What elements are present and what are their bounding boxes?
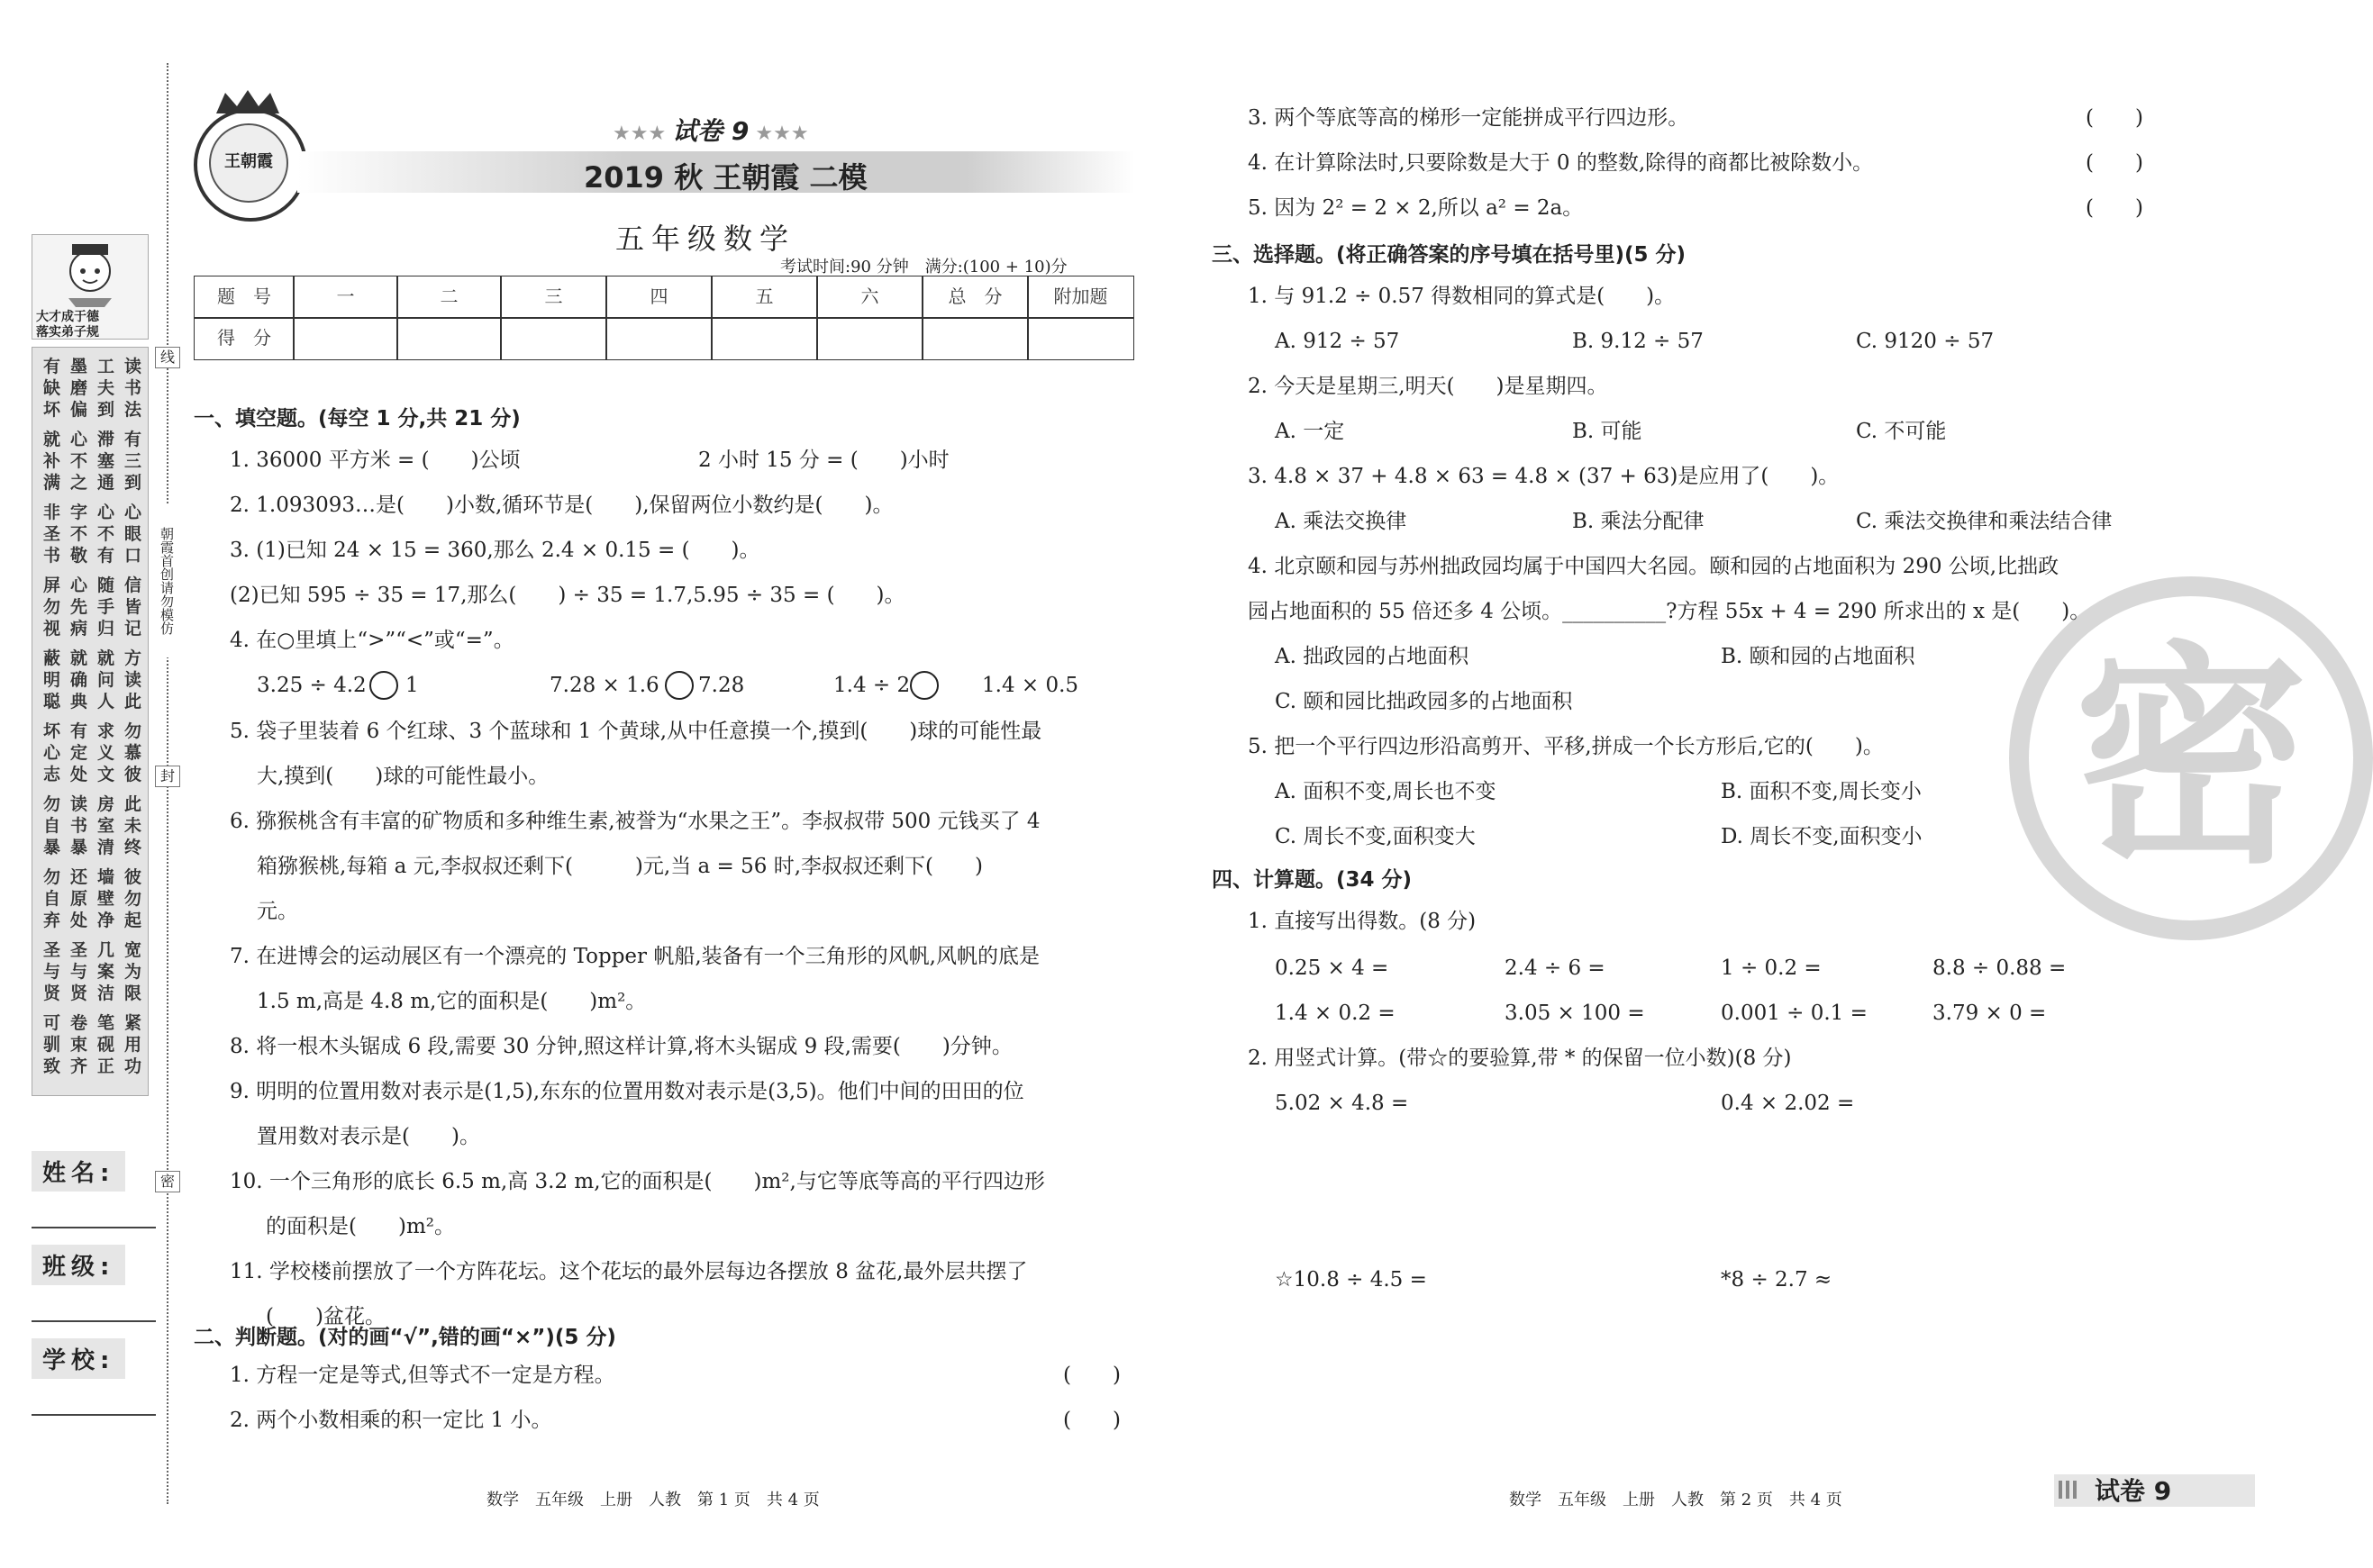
mascot-image: [32, 234, 149, 340]
section-1-title: 一、填空题。(每空 1 分,共 21 分): [194, 407, 521, 431]
footer-left: 数学 五年级 上册 人教 第 1 页 共 4 页: [486, 1491, 820, 1509]
motto-column: 墨磨偏: [70, 357, 90, 420]
motto-column: 还原处: [70, 867, 90, 930]
choice-line: D. 周长不变,面积变小: [1721, 825, 1923, 848]
judge-2: 2. 两个小数相乘的积一定比 1 小。: [230, 1409, 552, 1432]
motto-column: 随手归: [97, 576, 117, 639]
motto-column: 可驯致: [43, 1013, 63, 1076]
score-header-cell: 附加题: [1027, 276, 1134, 319]
section-3-title: 三、选择题。(将正确答案的序号填在括号里)(5 分): [1212, 243, 1687, 267]
score-input-cell[interactable]: [1027, 317, 1134, 360]
judge-3: 3. 两个等底等高的梯形一定能拼成平行四边形。: [1248, 106, 1689, 130]
question-line: 2. 1.093093…是( )小数,循环节是( ),保留两位小数约是( )。: [230, 494, 894, 517]
calc-line: ☆10.8 ÷ 4.5 =: [1275, 1268, 1427, 1292]
question-line: 元。: [257, 900, 298, 923]
question-line: 7.28 × 1.6: [550, 674, 659, 697]
class-label: 班级:: [32, 1245, 125, 1285]
calc-line: 2. 用竖式计算。(带☆的要验算,带 * 的保留一位小数)(8 分): [1248, 1047, 1792, 1070]
motto-column: 就确典: [70, 648, 90, 711]
name-line[interactable]: [32, 1227, 156, 1228]
question-line: 1.5 m,高是 4.8 m,它的面积是( )m²。: [257, 990, 647, 1013]
score-header-cell: 三: [500, 276, 607, 319]
motto-column: 有缺坏: [43, 357, 63, 420]
motto-column: 有三到: [124, 430, 144, 493]
choice-line: C. 颐和园比拙政园多的占地面积: [1275, 690, 1573, 713]
motto-column: 滞塞通: [97, 430, 117, 493]
question-line: 箱猕猴桃,每箱 a 元,李叔叔还剩下( )元,当 a = 56 时,李叔叔还剩下( ): [257, 855, 983, 878]
choice-line: C. 不可能: [1856, 420, 1947, 443]
scholar-mascot-icon: [32, 235, 148, 307]
question-line: 10. 一个三角形的底长 6.5 m,高 3.2 m,它的面积是( )m²,与它等底等高的平行四边形: [230, 1170, 1045, 1193]
cut-label-feng: 封: [155, 766, 180, 787]
choice-line: A. 乘法交换律: [1275, 510, 1407, 533]
score-input-cell[interactable]: [816, 317, 923, 360]
calc-line: 1. 直接写出得数。(8 分): [1248, 910, 1477, 933]
mascot-caption-2: 落实弟子规: [36, 325, 99, 340]
motto-column: 坏心志: [43, 721, 63, 784]
motto-column: 心眼口: [124, 503, 144, 566]
motto-column: 就补满: [43, 430, 63, 493]
motto-column: 蔽明聪: [43, 648, 63, 711]
score-input-cell[interactable]: [396, 317, 502, 360]
question-line: 9. 明明的位置用数对表示是(1,5),东东的位置用数对表示是(3,5)。他们中间的田田的位: [230, 1080, 1024, 1103]
question-line: 7.28: [698, 674, 745, 697]
choice-line: 4. 北京颐和园与苏州拙政园均属于中国四大名园。颐和园的占地面积为 290 公顷,比拙政: [1248, 555, 2059, 578]
section-2-title: 二、判断题。(对的画“√”,错的画“×”)(5 分): [194, 1326, 616, 1349]
subject-title: 五年级数学: [615, 222, 796, 256]
motto-column: 工夫到: [97, 357, 117, 420]
choice-line: B. 可能: [1572, 420, 1642, 443]
score-row-label: 得 分: [194, 317, 295, 360]
confidential-seal: 密: [2009, 576, 2373, 940]
motto-column: 字不敬: [70, 503, 90, 566]
score-input-cell[interactable]: [922, 317, 1029, 360]
question-line: 1: [405, 674, 419, 697]
star-icons-right: ★★★: [755, 122, 809, 145]
score-header-cell: 总 分: [922, 276, 1029, 319]
binding-strip: [0, 0, 171, 1568]
calc-line: 2.4 ÷ 6 =: [1505, 956, 1605, 980]
question-line: 7. 在进博会的运动展区有一个漂亮的 Topper 帆船,装备有一个三角形的风帆,风帆的底是: [230, 945, 1040, 968]
choice-line: A. 912 ÷ 57: [1275, 330, 1400, 353]
main-title: 2019 秋 王朝霞 二模: [584, 160, 868, 195]
motto-column: 心先病: [70, 576, 90, 639]
calc-line: 5.02 × 4.8 =: [1275, 1092, 1409, 1115]
judge-5: 5. 因为 2² = 2 × 2,所以 a² = 2a。: [1248, 196, 1584, 220]
judge-2-answer[interactable]: ( ): [1063, 1409, 1121, 1432]
question-line: 大,摸到( )球的可能性最小。: [257, 765, 550, 788]
question-line: 的面积是( )m²。: [266, 1215, 455, 1238]
crown-icon: [212, 88, 284, 115]
calc-line: 0.001 ÷ 0.1 =: [1721, 1002, 1868, 1025]
score-header-cell: 五: [711, 276, 818, 319]
compare-circle-input[interactable]: [665, 671, 694, 700]
motto-column: 有定处: [70, 721, 90, 784]
series-label: 试卷 9: [672, 116, 750, 146]
judge-5-answer[interactable]: ( ): [2086, 196, 2143, 220]
choice-line: A. 一定: [1275, 420, 1345, 443]
motto-column: 墙壁净: [97, 867, 117, 930]
motto-column: 求义文: [97, 721, 117, 784]
choice-line: C. 周长不变,面积变大: [1275, 825, 1476, 848]
choice-line: 2. 今天是星期三,明天( )是星期四。: [1248, 375, 1608, 398]
compare-circle-input[interactable]: [369, 671, 398, 700]
calc-line: 1 ÷ 0.2 =: [1721, 956, 1822, 980]
calc-line: 1.4 × 0.2 =: [1275, 1002, 1396, 1025]
motto-column: 笔砚正: [97, 1013, 117, 1076]
choice-line: B. 乘法分配律: [1572, 510, 1705, 533]
score-input-cell[interactable]: [293, 317, 398, 360]
judge-3-answer[interactable]: ( ): [2086, 106, 2143, 130]
mascot-caption-1: 大才成于德: [36, 310, 99, 324]
question-line: 1.4 × 0.5: [982, 674, 1079, 697]
question-line: 8. 将一根木头锯成 6 段,需要 30 分钟,照这样计算,将木头锯成 9 段,需要( )分钟。: [230, 1035, 1013, 1058]
brand-logo-inner: [209, 123, 288, 203]
question-line: (2)已知 595 ÷ 35 = 17,那么( ) ÷ 35 = 1.7,5.95 ÷ 35 = ( )。: [230, 584, 905, 607]
question-line: 3. (1)已知 24 × 15 = 360,那么 2.4 × 0.15 = ( )。: [230, 539, 760, 562]
star-icons-left: ★★★: [613, 122, 667, 145]
school-label: 学校:: [32, 1338, 125, 1379]
logo-text: 王朝霞: [224, 152, 273, 171]
choice-line: C. 乘法交换律和乘法结合律: [1856, 510, 2113, 533]
question-line: 5. 袋子里装着 6 个红球、3 个蓝球和 1 个黄球,从中任意摸一个,摸到( )球的可能性最: [230, 720, 1042, 743]
motto-column: 房室清: [97, 794, 117, 857]
motto-column: 心不之: [70, 430, 90, 493]
choice-line: B. 面积不变,周长变小: [1721, 780, 1922, 803]
judge-4: 4. 在计算除法时,只要除数是大于 0 的整数,除得的商都比被除数小。: [1248, 151, 1874, 175]
motto-column: 读书法: [124, 357, 144, 420]
score-header-cell: 六: [816, 276, 923, 319]
motto-column: 屏勿视: [43, 576, 63, 639]
motto-column: 宽为限: [124, 940, 144, 1003]
choice-line: 3. 4.8 × 37 + 4.8 × 63 = 4.8 × (37 + 63)是应用了( )。: [1248, 465, 1840, 488]
motto-column: 圣与贤: [70, 940, 90, 1003]
motto-column: 读书暴: [70, 794, 90, 857]
question-line: 11. 学校楼前摆放了一个方阵花坛。这个花坛的最外层每边各摆放 8 盆花,最外层共摆了: [230, 1260, 1028, 1283]
calc-line: 8.8 ÷ 0.88 =: [1932, 956, 2067, 980]
motto-column: 勿慕彼: [124, 721, 144, 784]
motto-column: 几案洁: [97, 940, 117, 1003]
series-label-row: [613, 112, 809, 148]
section-4-title: 四、计算题。(34 分): [1212, 868, 1413, 892]
choice-line: B. 9.12 ÷ 57: [1572, 330, 1704, 353]
question-line: 2 小时 15 分 = ( )小时: [698, 449, 950, 472]
class-line[interactable]: [32, 1320, 156, 1322]
judge-1-answer[interactable]: ( ): [1063, 1364, 1121, 1387]
calc-line: *8 ÷ 2.7 ≈: [1721, 1268, 1832, 1292]
question-line: 1. 36000 平方米 = ( )公顷: [230, 449, 521, 472]
motto-column: 勿自弃: [43, 867, 63, 930]
motto-column: 信皆记: [124, 576, 144, 639]
score-header-cell: 二: [396, 276, 502, 319]
motto-column: 彼勿起: [124, 867, 144, 930]
choice-line: B. 颐和园的占地面积: [1721, 645, 1915, 668]
calc-line: 3.79 × 0 =: [1932, 1002, 2047, 1025]
motto-column: 就问人: [97, 648, 117, 711]
score-input-cell[interactable]: [500, 317, 607, 360]
calc-line: 0.4 × 2.02 =: [1721, 1092, 1855, 1115]
calc-line: 3.05 × 100 =: [1505, 1002, 1645, 1025]
motto-column: 此未终: [124, 794, 144, 857]
judge-4-answer[interactable]: ( ): [2086, 151, 2143, 175]
vertical-note: 朝霞首创请勿模仿: [155, 504, 175, 657]
motto-column: 心不有: [97, 503, 117, 566]
score-header-cell: 题 号: [194, 276, 295, 319]
choice-line: 1. 与 91.2 ÷ 0.57 得数相同的算式是( )。: [1248, 285, 1676, 308]
motto-column: 圣与贤: [43, 940, 63, 1003]
choice-line: C. 9120 ÷ 57: [1856, 330, 1995, 353]
judge-1: 1. 方程一定是等式,但等式不一定是方程。: [230, 1364, 615, 1387]
compare-circle-input[interactable]: [910, 671, 939, 700]
cut-label-mi: 密: [155, 1171, 180, 1192]
choice-line: A. 面积不变,周长也不变: [1275, 780, 1496, 803]
choice-line: 园占地面积的 55 倍还多 4 公顷。__________?方程 55x + 4 = 290 所求出的 x 是( )。: [1248, 600, 2091, 623]
cut-label-xian: 线: [155, 347, 180, 368]
corner-dots-icon: [2059, 1481, 2077, 1499]
question-line: 1.4 ÷ 2: [833, 674, 911, 697]
score-input-cell[interactable]: [711, 317, 818, 360]
choice-line: A. 拙政园的占地面积: [1275, 645, 1469, 668]
question-line: 置用数对表示是( )。: [257, 1125, 480, 1148]
corner-tag: 试卷 9: [2095, 1476, 2172, 1506]
score-header-cell: 一: [293, 276, 398, 319]
choice-line: 5. 把一个平行四边形沿高剪开、平移,拼成一个长方形后,它的( )。: [1248, 735, 1884, 758]
motto-column: 非圣书: [43, 503, 63, 566]
motto-column: 紧用功: [124, 1013, 144, 1076]
score-header-cell: 四: [605, 276, 713, 319]
motto-column: 卷束齐: [70, 1013, 90, 1076]
school-line[interactable]: [32, 1414, 156, 1416]
question-line: 4. 在○里填上“>”“<”或“=”。: [230, 629, 514, 652]
question-line: ( )盆花。: [266, 1305, 386, 1328]
calc-line: 0.25 × 4 =: [1275, 956, 1389, 980]
footer-right: 数学 五年级 上册 人教 第 2 页 共 4 页: [1509, 1491, 1842, 1509]
score-input-cell[interactable]: [605, 317, 713, 360]
name-label: 姓名:: [32, 1151, 125, 1192]
question-line: 3.25 ÷ 4.2: [257, 674, 367, 697]
question-line: 6. 猕猴桃含有丰富的矿物质和多种维生素,被誉为“水果之王”。李叔叔带 500 元钱买了 4: [230, 810, 1041, 833]
motto-column: 方读此: [124, 648, 144, 711]
motto-column: 勿自暴: [43, 794, 63, 857]
exam-info: 考试时间:90 分钟 满分:(100 + 10)分: [780, 258, 1068, 276]
